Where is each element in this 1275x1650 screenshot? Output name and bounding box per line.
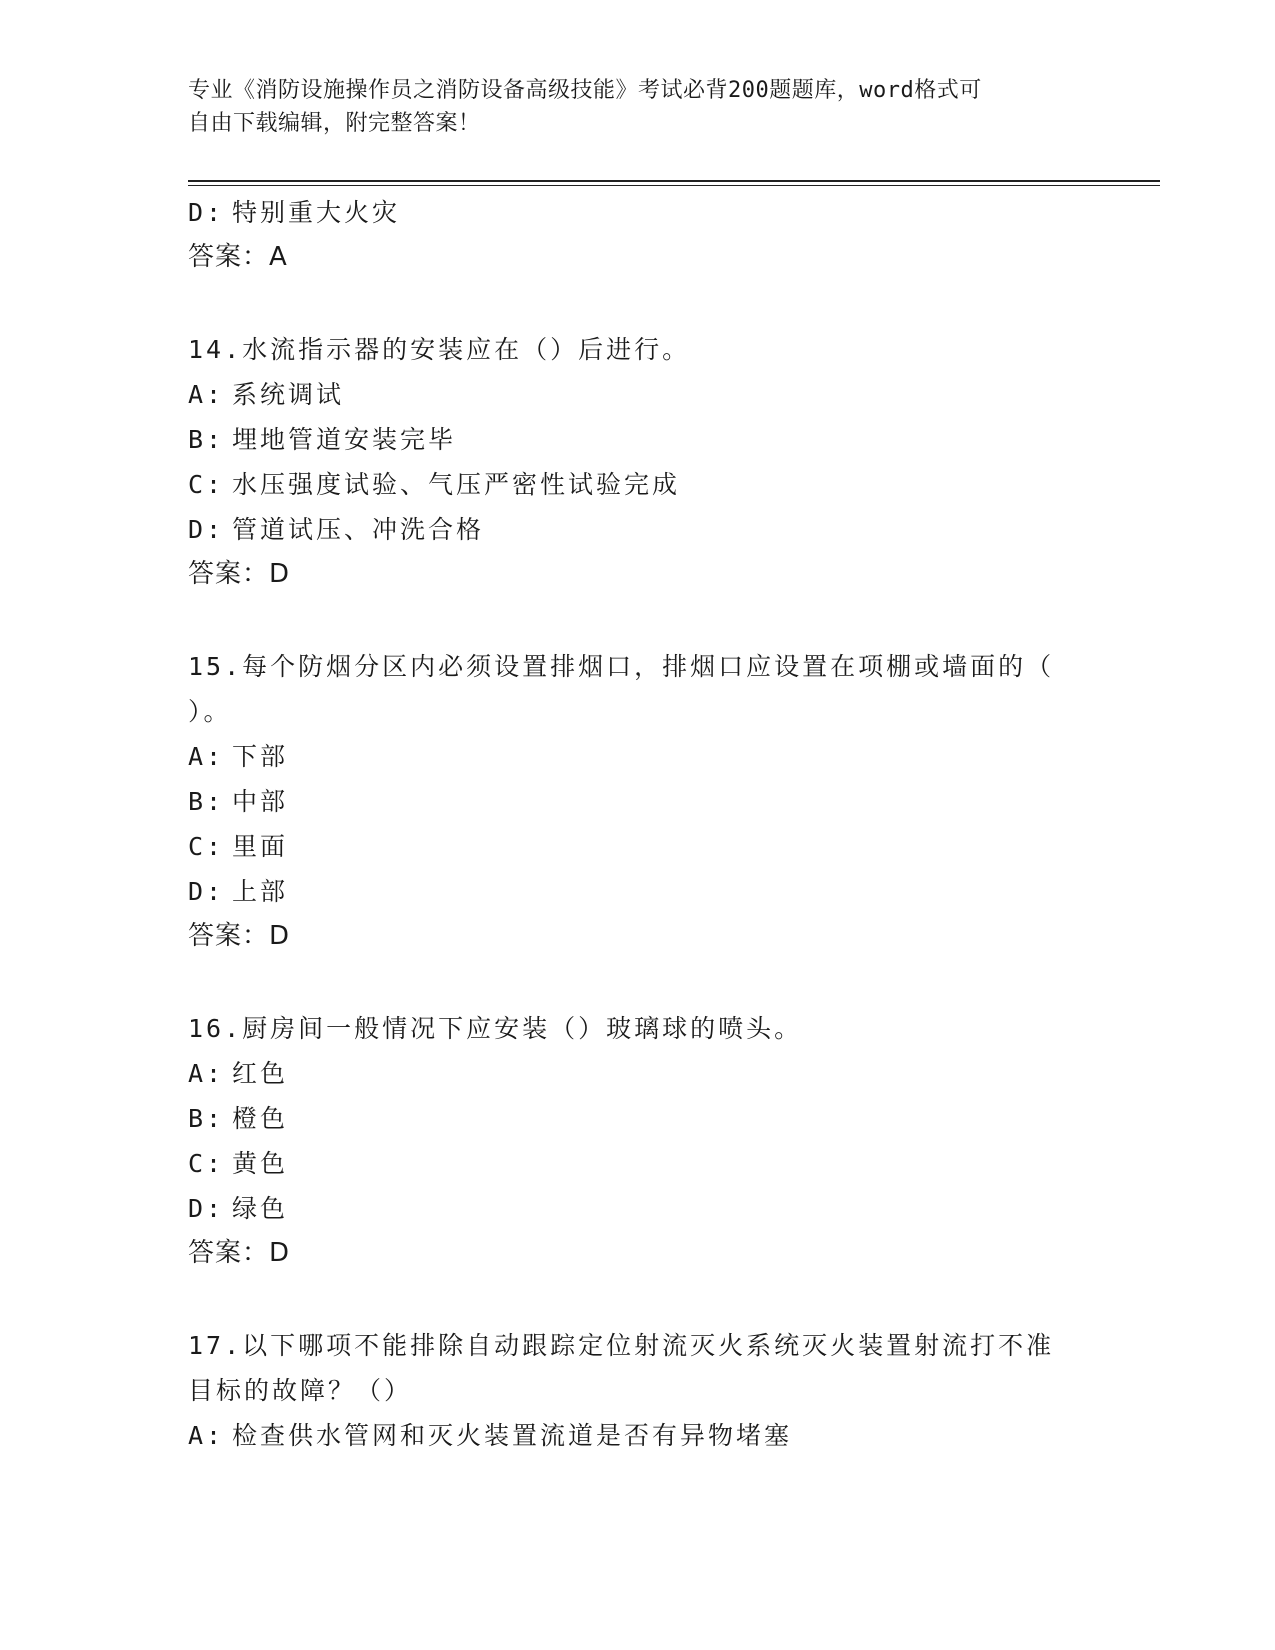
- header-line-1: 专业《消防设施操作员之消防设备高级技能》考试必背200题题库，word格式可: [188, 78, 982, 103]
- question-stem-line-1: 15.每个防烟分区内必须设置排烟口，排烟口应设置在项棚或墙面的（: [188, 652, 1055, 681]
- question-stem-line-1: 17.以下哪项不能排除自动跟踪定位射流灭火系统灭火装置射流打不准: [188, 1331, 1055, 1360]
- option-d: [188, 507, 1088, 552]
- option-text: 中部: [232, 787, 289, 816]
- option-text: 上部: [232, 877, 289, 906]
- answer-line: 答案：D: [188, 921, 291, 951]
- option-a: [188, 734, 1088, 779]
- question-stem: 16.厨房间一般情况下应安装（）玻璃球的喷头。: [188, 1014, 803, 1043]
- option-b: [188, 417, 1088, 462]
- option-label: A:: [188, 742, 225, 771]
- option-label: D:: [188, 877, 225, 906]
- option-text: 系统调试: [232, 380, 345, 409]
- option-a: [188, 1051, 1088, 1096]
- option-a: [188, 372, 1088, 417]
- option-text: 水压强度试验、气压严密性试验完成: [232, 470, 681, 499]
- option-c: [188, 462, 1088, 507]
- option-d: [188, 869, 1088, 914]
- option-text: 埋地管道安装完毕: [232, 425, 457, 454]
- document-header: [188, 74, 1088, 140]
- option-label: A:: [188, 380, 225, 409]
- option-text: 绿色: [232, 1194, 289, 1223]
- option-d: [188, 1186, 1088, 1231]
- option-label: C:: [188, 470, 225, 499]
- header-line-2: 自由下载编辑，附完整答案！: [188, 111, 481, 136]
- option-c: [188, 824, 1088, 869]
- answer-line: 答案：D: [188, 559, 291, 589]
- option-label: D:: [188, 198, 225, 227]
- option-label: C:: [188, 1149, 225, 1178]
- option-text: 红色: [232, 1059, 289, 1088]
- header-divider-thick: [188, 180, 1160, 182]
- header-divider-thin: [188, 185, 1160, 186]
- option-text: 检查供水管网和灭火装置流道是否有异物堵塞: [232, 1421, 793, 1450]
- option-label: A:: [188, 1421, 225, 1450]
- option-text: 黄色: [232, 1149, 289, 1178]
- option-label: A:: [188, 1059, 225, 1088]
- option-label: B:: [188, 425, 225, 454]
- option-label: C:: [188, 832, 225, 861]
- option-d: [188, 190, 1088, 235]
- option-a: [188, 1413, 1088, 1458]
- answer-line: 答案：D: [188, 1238, 291, 1268]
- question-list: [188, 190, 1088, 1458]
- question-stem-line-2: 目标的故障？（）: [188, 1376, 413, 1405]
- answer-line: 答案：A: [188, 242, 288, 272]
- option-text: 管道试压、冲洗合格: [232, 515, 485, 544]
- option-b: [188, 1096, 1088, 1141]
- option-text: 里面: [232, 832, 289, 861]
- option-text: 下部: [232, 742, 289, 771]
- option-b: [188, 779, 1088, 824]
- option-label: B:: [188, 787, 225, 816]
- option-label: D:: [188, 515, 225, 544]
- option-text: 特别重大火灾: [232, 198, 401, 227]
- question-stem: 14.水流指示器的安装应在（）后进行。: [188, 335, 691, 364]
- question-stem-line-2: ）。: [188, 697, 232, 726]
- option-label: D:: [188, 1194, 225, 1223]
- option-text: 橙色: [232, 1104, 289, 1133]
- option-c: [188, 1141, 1088, 1186]
- option-label: B:: [188, 1104, 225, 1133]
